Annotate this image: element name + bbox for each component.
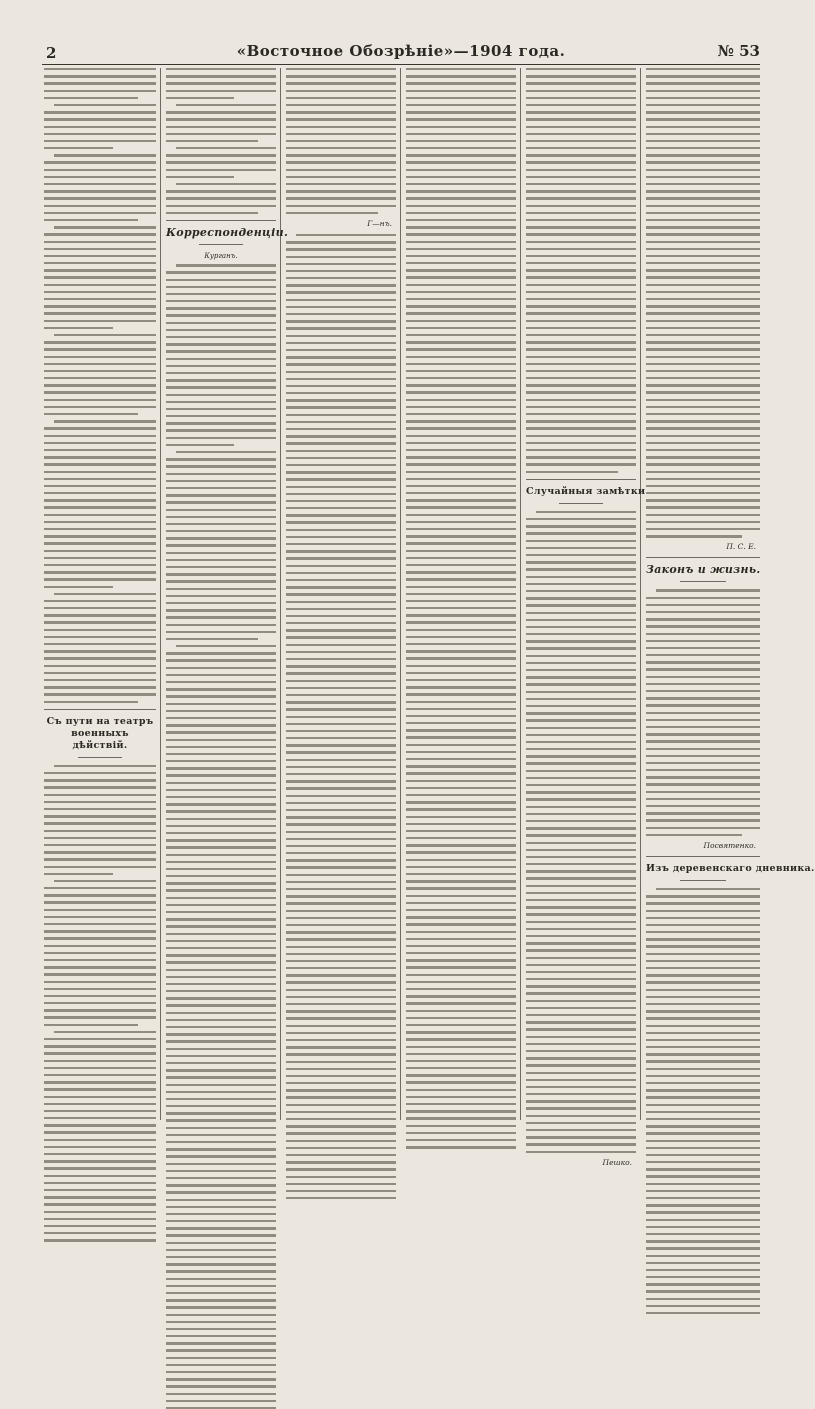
- column-6: [646, 68, 815, 1120]
- text-block: [526, 68, 636, 473]
- column-divider: [160, 68, 161, 1120]
- text-block: [166, 68, 276, 214]
- header-rule: [42, 64, 760, 65]
- text-block: [406, 68, 516, 1149]
- text-block: [646, 589, 760, 836]
- column-5: [526, 68, 646, 1167]
- newspaper-title: «Восточное Обозрѣніе»—1904 года.: [236, 42, 566, 60]
- signature-column6: П. С. Е.: [726, 542, 756, 552]
- column-3: [286, 68, 396, 1120]
- text-block: [44, 765, 156, 1242]
- column-1: [44, 68, 156, 1120]
- page-number: 2: [46, 44, 57, 62]
- text-block: [286, 234, 396, 1200]
- column-2: [166, 68, 289, 1120]
- signature-barnaul: Г—нъ.: [367, 218, 392, 228]
- text-block: [166, 264, 276, 1409]
- signature-law: Посвятенко.: [703, 840, 756, 850]
- article-heading-theatre: Съ пути на театръ военныхъ дѣйствій.: [46, 715, 154, 751]
- signature-random-notes: Пешко.: [602, 1157, 632, 1167]
- text-block: [286, 68, 396, 214]
- text-block: [44, 68, 156, 703]
- column-divider: [400, 68, 401, 1120]
- page-header: [42, 38, 760, 62]
- text-block: [526, 511, 636, 1153]
- issue-number: № 53: [717, 42, 760, 60]
- article-heading-diary: Изъ деревенскаго дневника.: [646, 862, 815, 874]
- text-block: [646, 68, 760, 538]
- article-heading-correspondence: Корреспонденціи.: [166, 226, 289, 240]
- article-heading-random-notes: Случайныя замѣтки: [526, 485, 646, 497]
- column-4: [406, 68, 516, 1120]
- article-heading-law: Законъ и жизнь.: [646, 563, 761, 577]
- correspondence-place: Курганъ.: [204, 252, 238, 261]
- text-block: [646, 888, 760, 1314]
- column-divider: [640, 68, 641, 1120]
- column-divider: [520, 68, 521, 1120]
